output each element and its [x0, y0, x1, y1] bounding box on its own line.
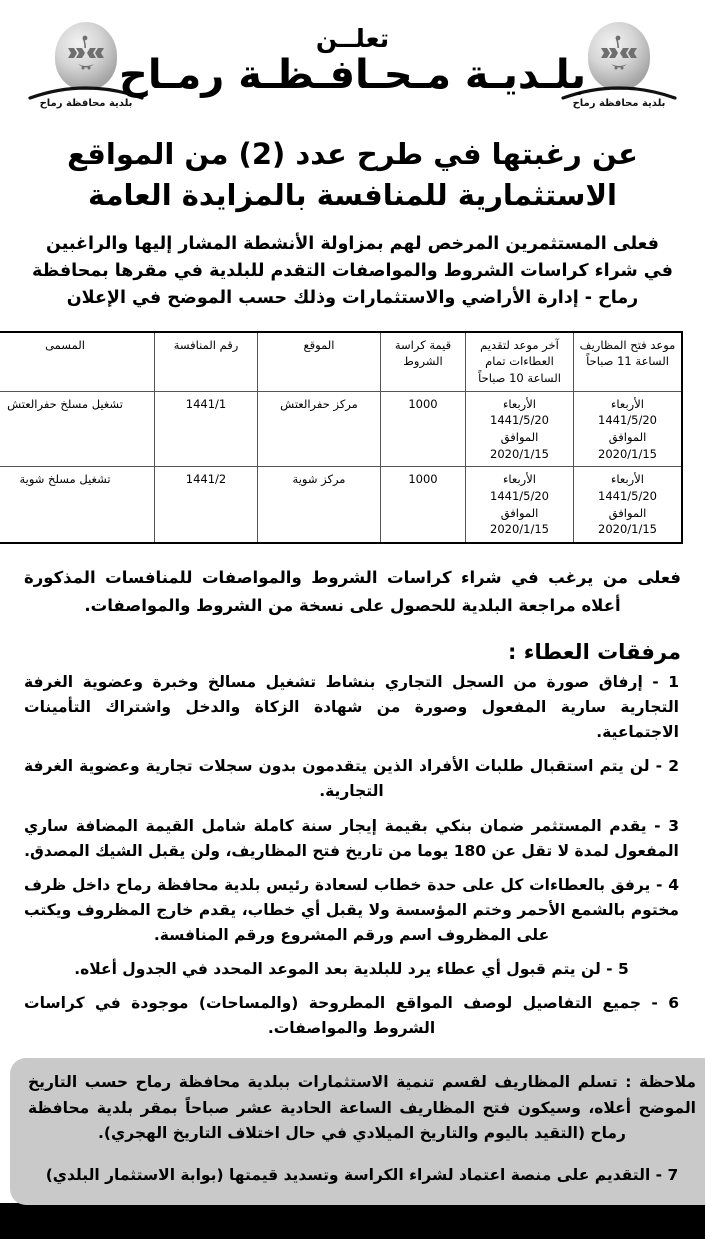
notice-text: ملاحظة : تسلم المظاريف لقسم تنمية الاستثمارات ببلدية محافظة رماح حسب التاريخ الموضح أعلاه، وسيكون فتح المظاريف الساعة الحادية عشر صباحاً بمقر بلدية محافظة رماح (التقيد باليوم والتاريخ الميلادي في حال اختلاف التاريخ الهجري). [28, 1073, 696, 1143]
tender-table-head [0, 332, 682, 392]
cell-location: مركز شوية [258, 467, 381, 543]
column-header-name: المسمى [0, 332, 155, 392]
opening-gregorian-date: 2020/1/15 [598, 522, 657, 537]
logo-caption-right: بلدية محافظة رماح [572, 98, 666, 109]
opening-hijri-date: 1441/5/20 [598, 413, 657, 428]
headline [62, 134, 643, 215]
tender-table-wrapper [7, 331, 683, 544]
cell-envelope-opening [574, 467, 683, 543]
opening-matching-label: الموافق [608, 505, 647, 520]
logo-caption-left: بلدية محافظة رماح [39, 98, 133, 109]
column-header-last-submission: آخر موعد لتقديم العطاءات تمام الساعة 10 صباحاً [466, 332, 574, 392]
list-item: 4 - يرفق بالعطاءات كل على حدة خطاب لسعادة رئيس بلدية محافظة رماح داخل ظرف مختوم بالشمع الأحمر وختم المؤسسة ولا يقبل أي خطاب، يقدم خارج المظروف ويكتب على المظروف اسم ورقم المشروع ورقم المنافسة. [24, 875, 679, 945]
last-matching-label: الموافق [500, 505, 539, 520]
tender-table-body [0, 391, 682, 543]
notice-box [10, 1058, 705, 1205]
last-matching-label: الموافق [500, 429, 539, 444]
opening-day: الأربعاء [611, 396, 644, 411]
table-row [0, 391, 682, 467]
opening-hijri-date: 1441/5/20 [598, 488, 657, 503]
page-header [0, 0, 705, 128]
cell-name: تشغيل مسلخ حفرالعتش [0, 391, 155, 467]
page-title: بلـديـة مـحـافـظـة رمـاح [119, 52, 586, 98]
list-item: 1 - إرفاق صورة من السجل التجاري بنشاط تشغيل مسالخ وخبرة وعضوية الغرفة التجارية سارية المفعول وصورة من شهادة الزكاة والدخل واشتراك التأمينات الاجتماعية. [24, 673, 679, 742]
cell-last-submission [466, 391, 574, 467]
attachments-title: مرفقات العطاء : [508, 640, 681, 665]
tender-table [0, 331, 683, 544]
table-row [0, 467, 682, 543]
cell-envelope-opening [574, 391, 683, 467]
intro-paragraph: فعلى المستثمرين المرخص لهم بمزاولة الأنشطة المشار إليها والراغبين في شراء كراسات الشروط والمواصفات التقدم للبلدية في مقرها بمحافظة رماح - إدارة الأراضي والاستثمارات وذلك حسب الموضح في الإعلان [32, 234, 673, 309]
list-item: 6 - جميع التفاصيل لوصف المواقع المطروحة (والمساحات) موجودة في كراسات الشروط والمواصفات. [24, 994, 679, 1038]
list-item: 2 - لن يتم استقبال طلبات الأفراد الذين يتقدمون بدون سجلات تجارية وعضوية الغرفة التجارية. [24, 757, 679, 801]
table-header-row [0, 332, 682, 392]
announcement-kicker: تعلــن [315, 24, 390, 53]
opening-gregorian-date: 2020/1/15 [598, 446, 657, 461]
headline-line-2: الاستثمارية للمنافسة بالمزايدة العامة [88, 177, 617, 212]
opening-day: الأربعاء [611, 472, 644, 487]
after-table-note: فعلى من يرغب في شراء كراسات الشروط والمواصفات للمنافسات المذكورة أعلاه مراجعة البلدية للحصول على نسخة من الشروط والمواصفات. [24, 567, 681, 615]
last-hijri-date: 1441/5/20 [490, 413, 549, 428]
cell-last-submission [466, 467, 574, 543]
attachments-list [24, 670, 681, 1041]
list-item: 5 - لن يتم قبول أي عطاء يرد للبلدية بعد الموعد المحدد في الجدول أعلاه. [74, 960, 629, 979]
cell-competition-no: 1441/1 [155, 391, 258, 467]
last-hijri-date: 1441/5/20 [490, 488, 549, 503]
list-item: 3 - يقدم المستثمر ضمان بنكي بقيمة إيجار سنة كاملة شامل القيمة المضافة ساري المفعول لمدة لا تقل عن 180 يوما من تاريخ فتح المظاريف، ولن يقبل الشيك المصدق. [24, 816, 679, 860]
column-header-booklet-price: قيمة كراسة الشروط [381, 332, 466, 392]
last-day: الأربعاء [503, 472, 536, 487]
column-header-envelope-opening: موعد فتح المظاريف الساعة 11 صباحاً [574, 332, 683, 392]
last-gregorian-date: 2020/1/15 [490, 446, 549, 461]
cell-location: مركز حفرالعتش [258, 391, 381, 467]
last-gregorian-date: 2020/1/15 [490, 522, 549, 537]
notice-final-item: 7 - التقديم على منصة اعتماد لشراء الكراسة وتسديد قيمتها (بوابة الاستثمار البلدي) [45, 1166, 679, 1185]
column-header-competition-no: رقم المنافسة [155, 332, 258, 392]
cell-competition-no: 1441/2 [155, 467, 258, 543]
headline-line-1: عن رغبتها في طرح عدد (2) من المواقع [67, 137, 638, 171]
cell-booklet-price: 1000 [381, 391, 466, 467]
last-day: الأربعاء [503, 396, 536, 411]
column-header-location: الموقع [258, 332, 381, 392]
opening-matching-label: الموافق [608, 429, 647, 444]
cell-booklet-price: 1000 [381, 467, 466, 543]
cell-name: تشغيل مسلخ شوية [0, 467, 155, 543]
